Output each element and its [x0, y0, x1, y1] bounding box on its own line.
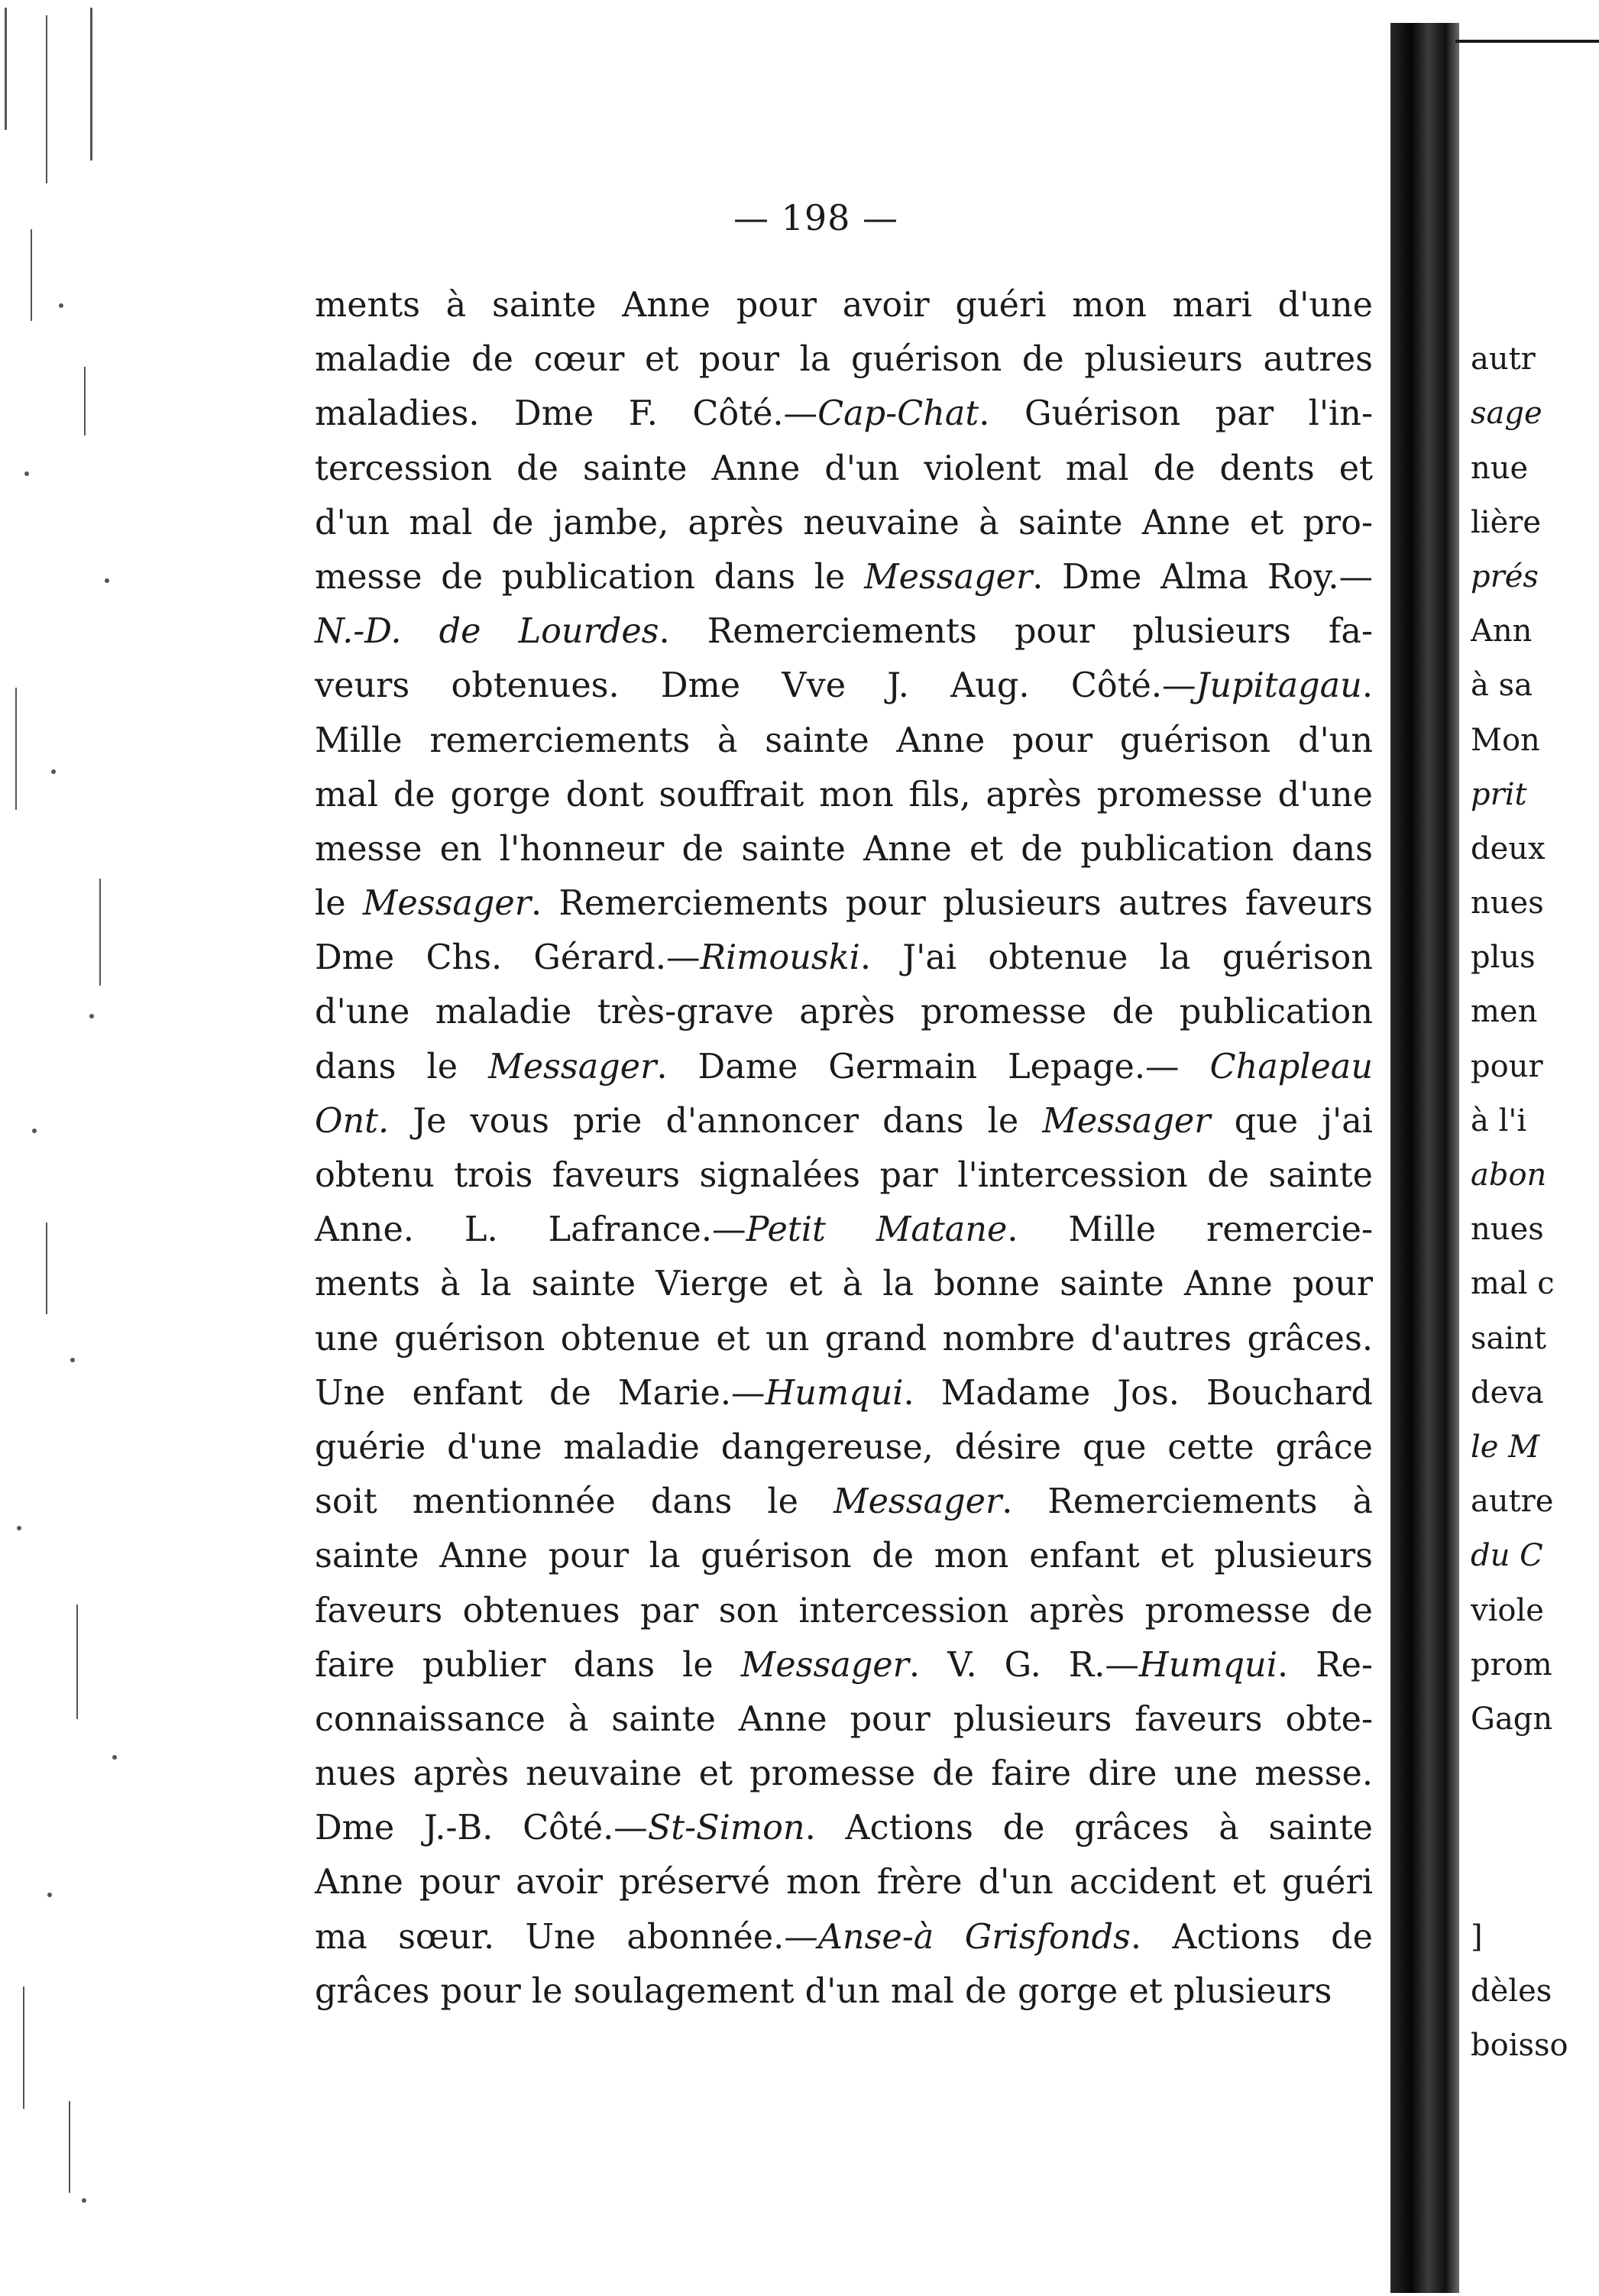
- text-line: maladie de cœur et pour la guérison de plusieurs autres: [315, 340, 1373, 380]
- text-line: obtenu trois faveurs signalées par l'intercession de sainte: [315, 1156, 1373, 1195]
- text-line: messe de publication dans le Messager. Dme Alma Roy.—: [315, 557, 1373, 597]
- facing-text-line: dèles: [1471, 1973, 1552, 2009]
- facing-text-line: à l'i: [1471, 1103, 1527, 1138]
- facing-text-line: men: [1471, 994, 1538, 1030]
- facing-text-line: deva: [1471, 1375, 1544, 1410]
- text-line: ma sœur. Une abonnée.—Anse-à Grisfonds. Actions de: [315, 1917, 1373, 1957]
- text-line: soit mentionnée dans le Messager. Remerciements à: [315, 1482, 1373, 1522]
- text-line: Anne pour avoir préservé mon frère d'un accident et guéri: [315, 1863, 1373, 1903]
- facing-text-line: pour: [1471, 1048, 1543, 1084]
- facing-text-line: prom: [1471, 1647, 1552, 1682]
- facing-text-line: deux: [1471, 831, 1546, 866]
- facing-text-line: autre: [1471, 1484, 1554, 1520]
- text-line: grâces pour le soulagement d'un mal de gorge et plusieurs: [315, 1971, 1332, 2011]
- facing-text-line: prit: [1471, 776, 1527, 812]
- text-line: faveurs obtenues par son intercession après promesse de: [315, 1591, 1373, 1631]
- text-line: Dme J.-B. Côté.—St-Simon. Actions de grâces à sainte: [315, 1809, 1373, 1848]
- facing-text-line: viole: [1471, 1592, 1544, 1628]
- text-line: guérie d'une maladie dangereuse, désire que cette grâce: [315, 1427, 1373, 1467]
- text-line: Ont. Je vous prie d'annoncer dans le Messager que j'ai: [315, 1101, 1373, 1141]
- facing-text-line: Gagn: [1471, 1701, 1553, 1737]
- facing-text-line: prés: [1471, 559, 1539, 594]
- text-line: d'un mal de jambe, après neuvaine à sainte Anne et pro-: [315, 503, 1373, 542]
- facing-text-line: nues: [1471, 1212, 1544, 1248]
- facing-page-top-rule: [1455, 40, 1599, 43]
- main-text-column: [315, 278, 1373, 2019]
- facing-text-line: à sa: [1471, 668, 1533, 704]
- facing-text-line: boisso: [1471, 2028, 1568, 2063]
- text-line: veurs obtenues. Dme Vve J. Aug. Côté.—Jupitagau.: [315, 666, 1373, 706]
- text-line: une guérison obtenue et un grand nombre d'autres grâces.: [315, 1319, 1373, 1358]
- text-line: messe en l'honneur de sainte Anne et de publication dans: [315, 829, 1373, 869]
- text-line: tercession de sainte Anne d'un violent mal de dents et: [315, 449, 1373, 488]
- facing-text-line: autr: [1471, 342, 1536, 377]
- facing-text-line: ]: [1471, 1919, 1483, 1954]
- text-line: Dme Chs. Gérard.—Rimouski. J'ai obtenue la guérison: [315, 938, 1374, 978]
- speckle-graphic: [0, 0, 130, 2293]
- text-line: ments à sainte Anne pour avoir guéri mon mari d'une: [315, 286, 1373, 325]
- facing-text-line: [1471, 1747, 1599, 1801]
- facing-text-line: lière: [1471, 504, 1542, 540]
- scan-gutter-speckle: [0, 0, 130, 2293]
- facing-text-line: Mon: [1471, 722, 1540, 758]
- text-line: mal de gorge dont souffrait mon fils, après promesse d'une: [315, 775, 1373, 814]
- facing-text-line: [1471, 1801, 1599, 1855]
- text-line: nues après neuvaine et promesse de faire dire une messe.: [315, 1754, 1373, 1794]
- facing-text-line: abon: [1471, 1158, 1547, 1193]
- facing-text-line: [1471, 1855, 1599, 1909]
- text-line: Anne. L. Lafrance.—Petit Matane. Mille remercie-: [315, 1210, 1373, 1250]
- page-number: — 198 —: [733, 197, 899, 238]
- text-line: le Messager. Remerciements pour plusieurs autres faveurs: [315, 884, 1373, 924]
- text-line: dans le Messager. Dame Germain Lepage.— Chapleau: [315, 1047, 1373, 1086]
- text-line: Une enfant de Marie.—Humqui. Madame Jos. Bouchard: [315, 1373, 1373, 1413]
- facing-text-line: nue: [1471, 450, 1529, 486]
- facing-text-line: plus: [1471, 940, 1536, 976]
- text-line: maladies. Dme F. Côté.—Cap-Chat. Guérison par l'in-: [315, 394, 1373, 434]
- text-line: d'une maladie très-grave après promesse de publication: [315, 993, 1373, 1032]
- text-line: faire publier dans le Messager. V. G. R.—Humqui. Re-: [315, 1645, 1373, 1685]
- facing-page-fragment: [1471, 278, 1599, 2073]
- facing-text-line: [1471, 278, 1599, 332]
- text-line: connaissance à sainte Anne pour plusieurs faveurs obte-: [315, 1699, 1373, 1739]
- facing-text-line: nues: [1471, 886, 1544, 921]
- text-line: ments à la sainte Vierge et à la bonne sainte Anne pour: [315, 1265, 1373, 1304]
- facing-text-line: Ann: [1471, 614, 1533, 649]
- book-spine-shadow: [1390, 23, 1459, 2293]
- facing-text-line: mal c: [1471, 1266, 1555, 1302]
- facing-text-line: le M: [1471, 1429, 1540, 1465]
- text-line: sainte Anne pour la guérison de mon enfant et plusieurs: [315, 1537, 1373, 1576]
- facing-text-line: sage: [1471, 396, 1542, 432]
- text-line: Mille remerciements à sainte Anne pour guérison d'un: [315, 721, 1373, 760]
- text-line: N.-D. de Lourdes. Remerciements pour plusieurs fa-: [315, 612, 1373, 652]
- facing-text-line: saint: [1471, 1320, 1547, 1356]
- facing-text-line: du C: [1471, 1538, 1543, 1574]
